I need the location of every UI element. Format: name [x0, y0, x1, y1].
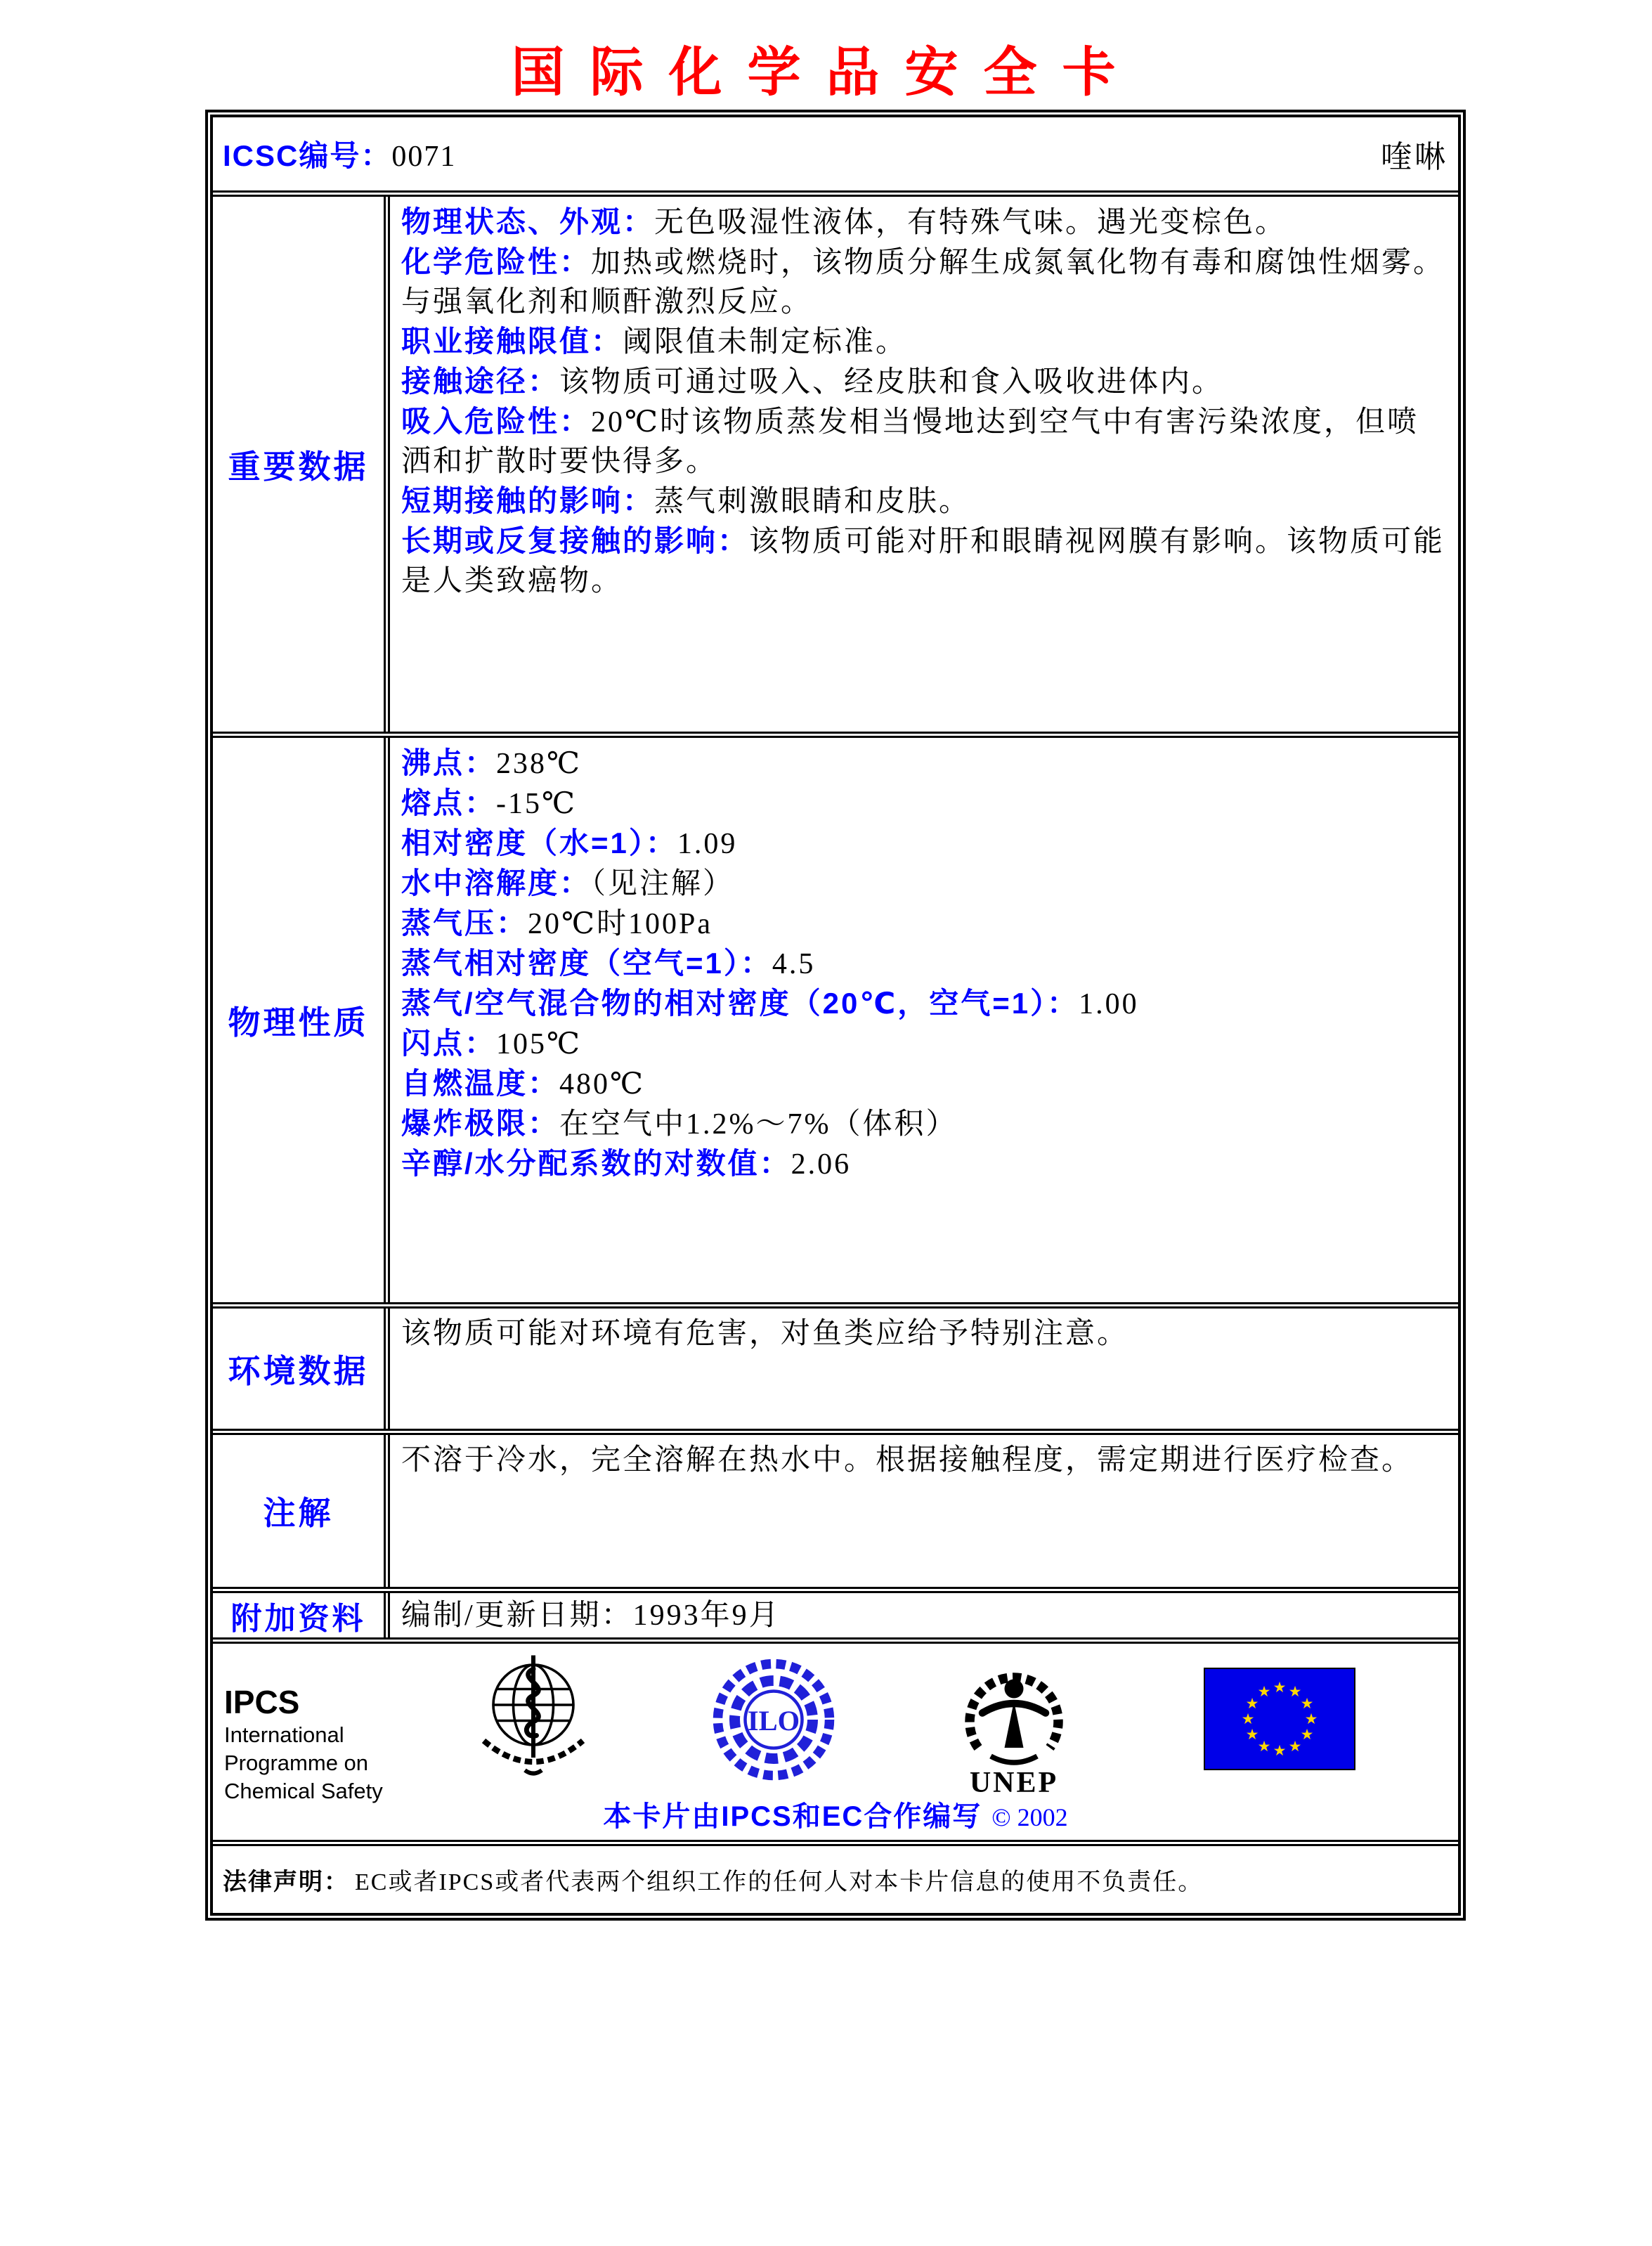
icsc-number-value: 0071: [391, 141, 457, 173]
credit-text: 本卡片由IPCS和EC合作编写: [603, 1801, 982, 1832]
important-data-content: [390, 197, 1458, 732]
field-label: 蒸气/空气混合物的相对密度（20℃，空气=1）：: [401, 987, 1079, 1020]
field-physical-state: [401, 202, 1447, 242]
field-label: 沸点：: [401, 746, 497, 779]
section-label-environmental-data: 环境数据: [213, 1309, 390, 1429]
copyright-text: © 2002: [991, 1803, 1068, 1831]
ilo-letters: ILO: [747, 1705, 800, 1737]
field-label: 蒸气压：: [401, 907, 528, 940]
notes-text: 不溶于冷水，完全溶解在热水中。根据接触程度，需定期进行医疗检查。: [401, 1444, 1414, 1476]
section-physical-properties: [213, 732, 1458, 1302]
field-label: 水中溶解度：: [401, 866, 592, 900]
field-short-term-effects: [401, 481, 1447, 521]
ipcs-block: [224, 1683, 383, 1805]
section-notes: [213, 1429, 1458, 1587]
field-label: 化学危险性：: [401, 245, 592, 278]
ipcs-line: Chemical Safety: [224, 1779, 383, 1803]
environmental-data-text: 该物质可能对环境有危害，对鱼类应给予特别注意。: [401, 1318, 1129, 1350]
svg-text:★: ★: [1273, 1742, 1287, 1759]
unep-letters: UNEP: [969, 1767, 1059, 1798]
field-value: 20℃时100Pa: [528, 908, 713, 940]
field-octanol-water-partition: [401, 1144, 1447, 1184]
prepared-updated-date: 编制/更新日期：1993年9月: [401, 1599, 781, 1632]
svg-text:★: ★: [1288, 1738, 1302, 1755]
page-title: 国际化学品安全卡: [511, 41, 1141, 103]
section-additional-info: [213, 1587, 1458, 1637]
svg-text:★: ★: [1300, 1726, 1314, 1743]
field-value: （见注解）: [591, 868, 735, 900]
icsc-number-field: [223, 133, 456, 175]
section-label-important-data: 重要数据: [213, 197, 390, 732]
field-label: 自燃温度：: [401, 1067, 560, 1100]
field-label: 闪点：: [401, 1027, 497, 1060]
field-value: 该物质可通过吸入、经皮肤和食入吸收进体内。: [559, 366, 1224, 398]
field-inhalation-risk: [401, 402, 1447, 481]
icsc-card-table: [205, 110, 1466, 1921]
legal-notice-row: [213, 1840, 1458, 1913]
field-routes-of-exposure: [401, 362, 1447, 402]
field-vapour-relative-density: [401, 944, 1447, 984]
field-label: 物理状态、外观：: [401, 205, 655, 238]
section-environmental-data: [213, 1302, 1458, 1429]
field-vapour-air-mixture-density: [401, 984, 1447, 1024]
field-flash-point: [401, 1024, 1447, 1064]
field-label: 相对密度（水=1）：: [401, 826, 677, 859]
field-melting-point: [401, 784, 1447, 824]
svg-text:★: ★: [1257, 1738, 1271, 1755]
field-vapour-pressure: [401, 904, 1447, 944]
field-label: 吸入危险性：: [401, 405, 592, 438]
ilo-icon: [710, 1656, 837, 1786]
svg-text:★: ★: [1257, 1683, 1271, 1700]
physical-properties-content: [390, 738, 1458, 1302]
environmental-data-content: [390, 1309, 1458, 1429]
field-label: 职业接触限值：: [401, 325, 623, 358]
field-value: 该物质可能对肝和眼睛视网膜有影响。该物质可能是人类致癌物。: [401, 526, 1445, 597]
field-explosive-limits: [401, 1104, 1447, 1144]
ipcs-line: International: [224, 1722, 344, 1747]
credit-line: [213, 1794, 1458, 1834]
notes-content: [390, 1435, 1458, 1587]
field-value: 加热或燃烧时，该物质分解生成氮氧化物有毒和腐蚀性烟雾。与强氧化剂和顺酐激烈反应。: [401, 247, 1445, 318]
svg-text:★: ★: [1241, 1711, 1255, 1727]
field-chemical-dangers: [401, 242, 1447, 322]
field-long-term-effects: [401, 521, 1447, 601]
field-label: 爆炸极限：: [401, 1107, 560, 1140]
section-label-additional-info: 附加资料: [213, 1593, 390, 1637]
field-value: 无色吸湿性液体，有特殊气味。遇光变棕色。: [654, 207, 1287, 239]
field-label: 长期或反复接触的影响：: [401, 524, 750, 557]
svg-text:★: ★: [1245, 1726, 1259, 1743]
svg-text:★: ★: [1273, 1679, 1287, 1696]
field-auto-ignition-temperature: [401, 1064, 1447, 1104]
field-value: 105℃: [496, 1028, 582, 1060]
field-label: 短期接触的影响：: [401, 484, 655, 517]
field-value: 蒸气刺激眼睛和皮肤。: [654, 486, 971, 518]
section-important-data: [213, 190, 1458, 732]
section-label-notes: 注解: [213, 1435, 390, 1587]
legal-notice-text: EC或者IPCS或者代表两个组织工作的任何人对本卡片信息的使用不负责任。: [355, 1869, 1204, 1895]
legal-notice-label: 法律声明：: [223, 1869, 349, 1895]
field-value: 238℃: [496, 748, 582, 780]
card-header-row: [213, 117, 1458, 190]
additional-info-content: [390, 1593, 1458, 1637]
svg-text:★: ★: [1288, 1683, 1302, 1700]
footer-logos-row: [213, 1637, 1458, 1840]
unep-icon: [951, 1651, 1077, 1802]
field-occupational-exposure-limits: [401, 322, 1447, 362]
field-value: 4.5: [772, 948, 816, 980]
field-value: 20℃时该物质蒸发相当慢地达到空气中有害污染浓度，但喷洒和扩散时要快得多。: [401, 406, 1419, 478]
field-label: 接触途径：: [401, 365, 560, 398]
field-boiling-point: [401, 744, 1447, 784]
field-value: 阈限值未制定标准。: [623, 326, 908, 358]
field-value: 2.06: [791, 1148, 852, 1181]
svg-text:★: ★: [1300, 1695, 1314, 1712]
field-value: -15℃: [496, 788, 577, 820]
chemical-name: 喹啉: [1381, 140, 1448, 174]
field-value: 1.09: [677, 828, 738, 860]
field-relative-density: [401, 824, 1447, 864]
eu-flag-icon: [1204, 1668, 1355, 1774]
svg-text:★: ★: [1245, 1695, 1259, 1712]
field-label: 熔点：: [401, 786, 497, 819]
svg-text:★: ★: [1304, 1711, 1318, 1727]
field-label: 辛醇/水分配系数的对数值：: [401, 1147, 791, 1180]
ipcs-acronym: IPCS: [224, 1684, 300, 1720]
field-value: 1.00: [1079, 988, 1139, 1020]
field-value: 在空气中1.2%～7%（体积）: [559, 1108, 958, 1141]
ipcs-line: Programme on: [224, 1751, 369, 1775]
field-value: 480℃: [559, 1068, 645, 1101]
section-label-physical-properties: 物理性质: [213, 738, 390, 1302]
field-label: 蒸气相对密度（空气=1）：: [401, 947, 772, 980]
who-icon: [470, 1652, 597, 1786]
icsc-number-label: ICSC编号：: [223, 139, 392, 172]
field-water-solubility: [401, 864, 1447, 904]
